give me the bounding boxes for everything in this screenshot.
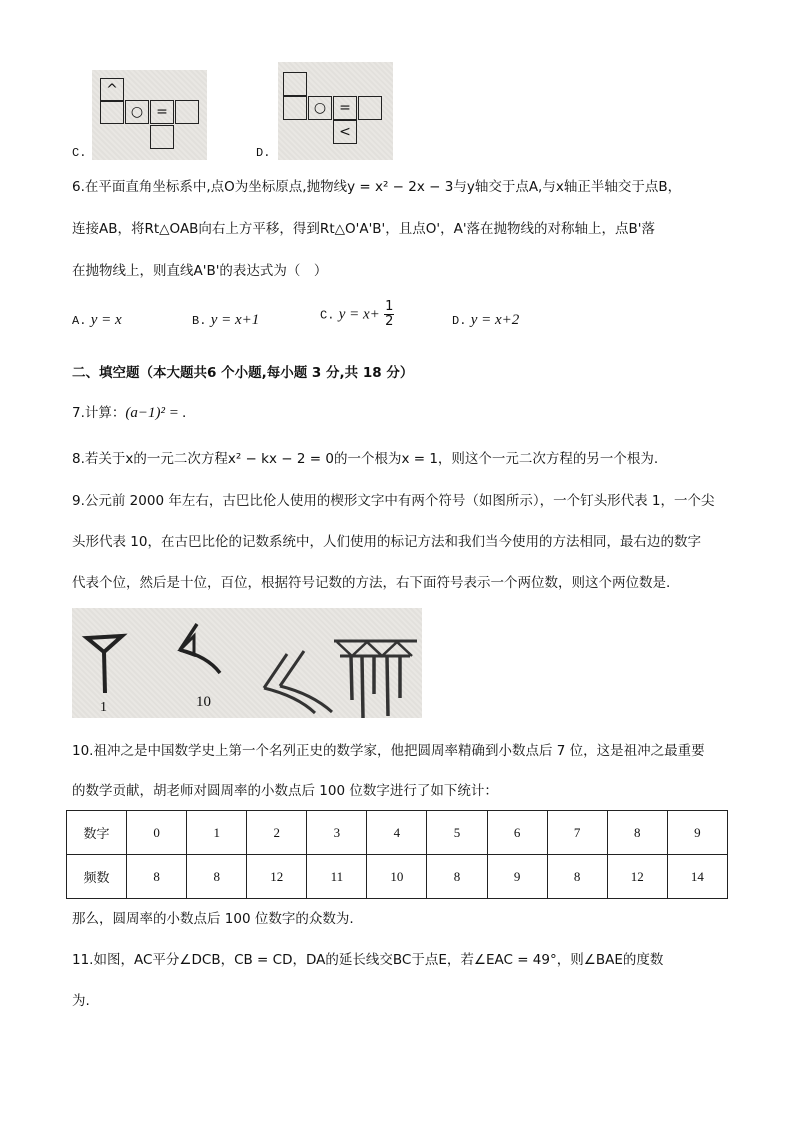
option-d-label: D. (256, 146, 271, 160)
net-cell-caret: ^ (100, 78, 124, 102)
table-cell: 12 (607, 855, 667, 899)
table-cell: 6 (487, 811, 547, 855)
net-cell-empty (175, 100, 199, 124)
q10-line-1: 10.祖冲之是中国数学史上第一个名列正史的数学家，他把圆周率精确到小数点后 7 位，这是祖冲之最重要 (72, 743, 705, 759)
q6-line-3: 在抛物线上，则直线A'B'的表达式为（ ） (72, 263, 328, 279)
net-cell-empty (150, 125, 174, 149)
table-cell: 12 (247, 855, 307, 899)
q6-option-a[interactable]: A. y = x (72, 312, 122, 328)
table-cell: 4 (367, 811, 427, 855)
cube-net-c-image (92, 70, 207, 160)
q9-line-1: 9.公元前 2000 年左右，古巴比伦人使用的楔形文字中有两个符号（如图所示），一个钉头形代表 1，一个尖 (72, 493, 715, 509)
table-cell: 8 (187, 855, 247, 899)
table-cell: 5 (427, 811, 487, 855)
q6-line-2: 连接AB，将Rt△OAB向右上方平移，得到Rt△O'A'B'，且点O'，A'落在抛物线的对称轴上，点B'落 (72, 221, 656, 237)
cuneiform-figure (72, 608, 422, 718)
q11-line-1: 11.如图，AC平分∠DCB，CB = CD，DA的延长线交BC于点E，若∠EAC = 49°，则∠BAE的度数 (72, 952, 664, 968)
table-cell: 1 (187, 811, 247, 855)
table-cell: 11 (307, 855, 367, 899)
section-2-title: 二、填空题（本大题共6 个小题,每小题 3 分,共 18 分） (72, 365, 414, 381)
row-header: 数字 (67, 811, 127, 855)
cube-net-d-image (278, 62, 393, 160)
table-cell: 3 (307, 811, 367, 855)
table-cell: 2 (247, 811, 307, 855)
row-header: 频数 (67, 855, 127, 899)
q10-after-text: 那么，圆周率的小数点后 100 位数字的众数为. (72, 911, 354, 927)
net-cell-equals: = (333, 96, 357, 120)
net-cell-less-than: < (333, 120, 357, 144)
net-cell-circle: ○ (125, 100, 149, 124)
pi-digit-frequency-table (66, 810, 728, 899)
table-cell: 8 (127, 855, 187, 899)
table-row-digits (67, 811, 728, 855)
q6-option-d[interactable]: D. y = x+2 (452, 312, 520, 328)
q9-line-3: 代表个位，然后是十位，百位，根据符号记数的方法，右下面符号表示一个两位数，则这个两位数是. (72, 575, 671, 591)
table-cell: 7 (547, 811, 607, 855)
net-cell-equals: = (150, 100, 174, 124)
q7-text: 7.计算：(a−1)² = . (72, 405, 187, 421)
table-cell: 8 (607, 811, 667, 855)
net-cell-empty (100, 100, 124, 124)
table-row-frequencies (67, 855, 728, 899)
label-one: 1 (100, 700, 107, 715)
net-cell-circle: ○ (308, 96, 332, 120)
q9-line-2: 头形代表 10，在古巴比伦的记数系统中，人们使用的标记方法和我们当今使用的方法相同，最右边的数字 (72, 534, 701, 550)
cuneiform-symbols-icon (72, 608, 422, 718)
q8-text: 8.若关于x的一元二次方程x² − kx − 2 = 0的一个根为x = 1，则这个一元二次方程的另一个根为. (72, 451, 659, 467)
q10-line-2: 的数学贡献，胡老师对圆周率的小数点后 100 位数字进行了如下统计： (72, 783, 498, 799)
net-cell-empty (283, 72, 307, 96)
option-c-label: C. (72, 146, 87, 160)
table-cell: 9 (667, 811, 727, 855)
table-cell: 0 (127, 811, 187, 855)
q6-option-b[interactable]: B. y = x+1 (192, 312, 260, 328)
q11-line-2: 为. (72, 993, 90, 1009)
table-cell: 9 (487, 855, 547, 899)
table-cell: 10 (367, 855, 427, 899)
table-cell: 14 (667, 855, 727, 899)
net-cell-empty (283, 96, 307, 120)
label-ten: 10 (196, 694, 211, 710)
table-cell: 8 (427, 855, 487, 899)
table-cell: 8 (547, 855, 607, 899)
net-cell-empty (358, 96, 382, 120)
q6-option-c[interactable]: C. y = x+ $\frac{1}{2}$ (320, 299, 394, 329)
fraction-one-half: $\frac{1}{2}$ (385, 299, 394, 329)
q6-line-1: 6.在平面直角坐标系中,点O为坐标原点,抛物线y = x² − 2x − 3与y轴交于点A,与x轴正半轴交于点B， (72, 179, 682, 195)
